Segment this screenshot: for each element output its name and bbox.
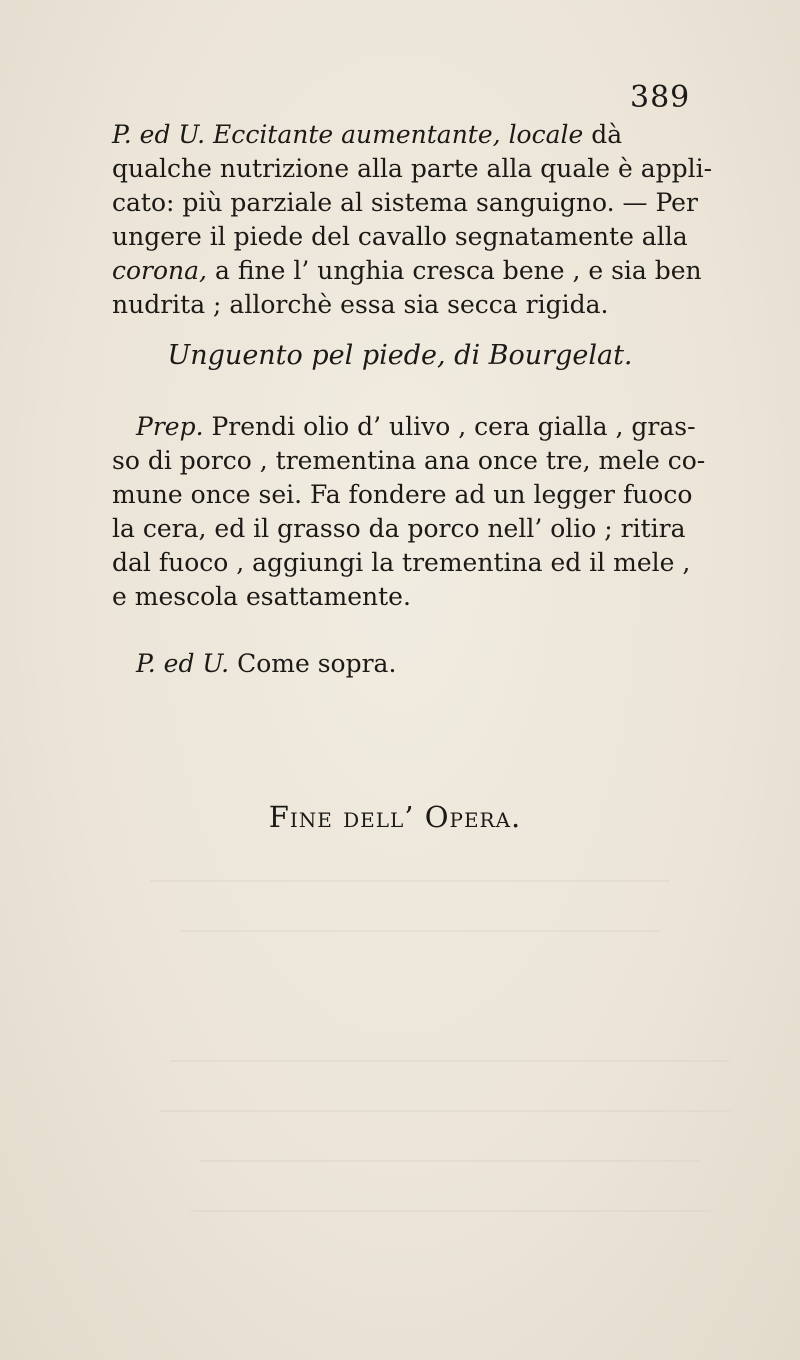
prep-label: Prep.: [136, 412, 204, 441]
closing-line: Fine dell’ Opera.: [268, 800, 522, 834]
text-line: [112, 647, 740, 681]
page-number: 389: [630, 80, 691, 115]
text-line: qualche nutrizione alla parte alla quale è appli-: [112, 154, 713, 183]
text-fragment: Prendi olio d’ ulivo , cera gialla , gras-: [211, 412, 696, 441]
text-fragment: Come sopra.: [237, 649, 397, 678]
usage-label: P. ed U.: [136, 649, 230, 678]
paragraph-recipe-use: [112, 118, 740, 322]
text-line: [112, 254, 740, 288]
text-line: e mescola esattamente.: [112, 582, 411, 611]
locale-word: locale: [508, 120, 584, 149]
text-line: dal fuoco , aggiungi la trementina ed il mele ,: [112, 548, 691, 577]
text-line: la cera, ed il grasso da porco nell’ olio ; ritira: [112, 514, 686, 543]
text-fragment: a fine l’ unghia cresca bene , e sia ben: [214, 256, 702, 285]
section-heading: Unguento pel piede, di Bourgelat.: [167, 340, 633, 371]
text-line: cato: più parziale al sistema sanguigno. — Per: [112, 188, 698, 217]
usage-label: P. ed U. Eccitante aumentante,: [112, 120, 501, 149]
text-line: mune once sei. Fa fondere ad un legger fuoco: [112, 480, 693, 509]
paragraph-preparation: [112, 410, 740, 614]
text-line: [112, 118, 740, 152]
text-line: nudrita ; allorchè essa sia secca rigida.: [112, 290, 609, 319]
text-line: ungere il piede del cavallo segnatamente alla: [112, 222, 688, 251]
text-line: [112, 410, 740, 444]
text-line: so di porco , trementina ana once tre, mele co-: [112, 446, 706, 475]
paragraph-usage: [112, 647, 740, 681]
corona-word: corona,: [112, 256, 208, 285]
text-fragment: dà: [591, 120, 623, 149]
